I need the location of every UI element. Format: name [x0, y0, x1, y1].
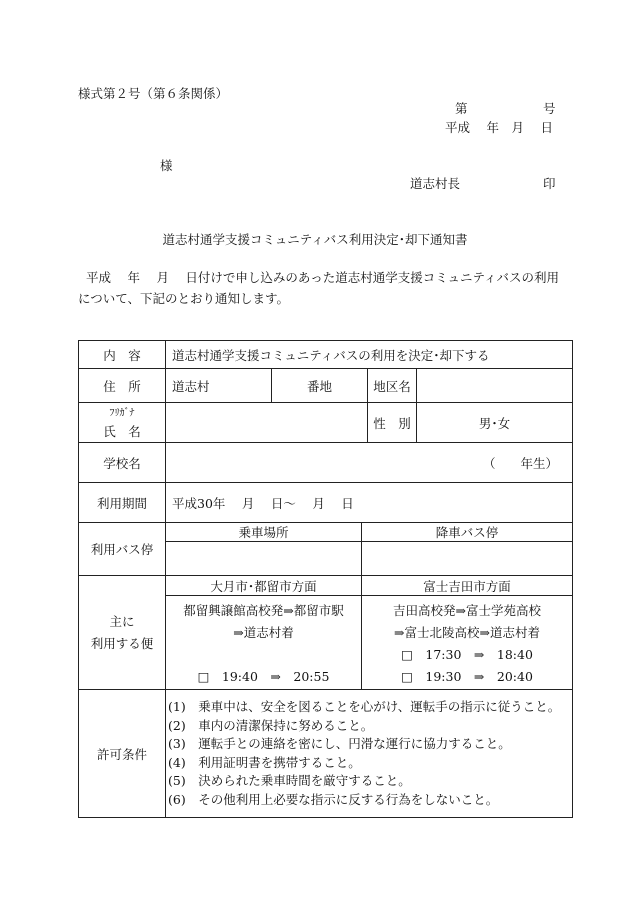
alighting-value[interactable]: [362, 542, 573, 576]
boarding-value[interactable]: [166, 542, 362, 576]
route-2: [362, 596, 573, 690]
document-number-label: 第: [455, 101, 468, 116]
route-2-time-1[interactable]: □ 17:30 ⇒ 18:40: [401, 647, 533, 662]
direction-2: 富士吉田市方面: [362, 576, 573, 596]
furigana-label: ﾌﾘｶﾞﾅ: [109, 407, 135, 419]
period-value: 平成30年 月 日〜 月 日: [166, 483, 573, 523]
route-2-line-2: ⇒富士北陵高校⇒道志村着: [394, 625, 540, 640]
addressee-honorific: 様: [160, 158, 173, 173]
route-1: [166, 596, 362, 690]
condition-item: (4) 利用証明書を携帯すること。: [168, 754, 361, 770]
issue-date: 平成 年 月 日: [445, 120, 553, 135]
content-value: 道志村通学支援コミュニティバスの利用を決定･却下する: [166, 341, 573, 369]
route-1-time-1[interactable]: □ 19:40 ⇒ 20:55: [197, 669, 330, 684]
address-banchi: 番地: [272, 369, 368, 403]
document-number-suffix: 号: [543, 101, 556, 116]
period-label: 利用期間: [79, 483, 166, 523]
conditions-label: 許可条件: [79, 690, 166, 818]
seal-mark: 印: [543, 176, 556, 191]
notice-body: 平成 年 月 日付けで申し込みのあった道志村通学支援コミュニティバスの利用について、下記のとおり通知します。: [78, 270, 560, 306]
row-address: [79, 369, 573, 403]
content-label: 内 容: [79, 341, 166, 369]
school-label: 学校名: [79, 443, 166, 483]
row-school: [79, 443, 573, 483]
row-name: [79, 403, 573, 443]
route-1-line-1: 都留興譲館高校発⇒都留市駅: [183, 603, 344, 618]
address-label: 住 所: [79, 369, 166, 403]
route-1-line-2: ⇒道志村着: [233, 625, 294, 640]
issuer: 道志村長: [410, 176, 461, 191]
notice-table: [78, 340, 573, 818]
condition-item: (1) 乗車中は、安全を図ることを心がけ、運転手の指示に従うこと。: [168, 699, 561, 714]
condition-item: (3) 運転手との連絡を密にし、円滑な運行に協力すること。: [168, 736, 511, 751]
row-bus-stop-header: [79, 523, 573, 542]
form-id: 様式第２号（第６条関係）: [78, 86, 229, 101]
row-content: [79, 341, 573, 369]
direction-1: 大月市･都留市方面: [166, 576, 362, 596]
sex-value: 男･女: [417, 403, 573, 443]
grade-value: （ 年生）: [166, 443, 573, 483]
condition-item: (2) 車内の清潔保持に努めること。: [168, 717, 374, 733]
condition-item: (6) その他利用上必要な指示に反する行為をしないこと。: [168, 791, 499, 807]
district-label: 地区名: [368, 369, 417, 403]
alighting-label: 降車バス停: [362, 523, 573, 542]
name-label-cell: [79, 403, 166, 443]
row-period: [79, 483, 573, 523]
name-label: 氏 名: [103, 423, 141, 439]
name-value[interactable]: [166, 403, 368, 443]
row-direction: [79, 576, 573, 596]
main-service-label-1: 主に: [109, 613, 135, 629]
conditions-list: [166, 698, 572, 809]
condition-item: (5) 決められた乗車時間を厳守すること。: [168, 773, 411, 788]
district-value[interactable]: [417, 369, 573, 403]
boarding-label: 乗車場所: [166, 523, 362, 542]
address-village: 道志村: [166, 369, 272, 403]
route-2-time-2[interactable]: □ 19:30 ⇒ 20:40: [401, 669, 533, 684]
route-2-line-1: 吉田高校発⇒富士学苑高校: [393, 603, 542, 618]
main-service-label-cell: [79, 576, 166, 690]
main-service-label-2: 利用する便: [90, 635, 154, 651]
conditions-cell: [166, 690, 573, 818]
row-conditions: [79, 690, 573, 818]
document-title: 道志村通学支援コミュニティバス利用決定･却下通知書: [162, 232, 468, 247]
sex-label: 性 別: [368, 403, 417, 443]
bus-stop-label: 利用バス停: [79, 523, 166, 576]
